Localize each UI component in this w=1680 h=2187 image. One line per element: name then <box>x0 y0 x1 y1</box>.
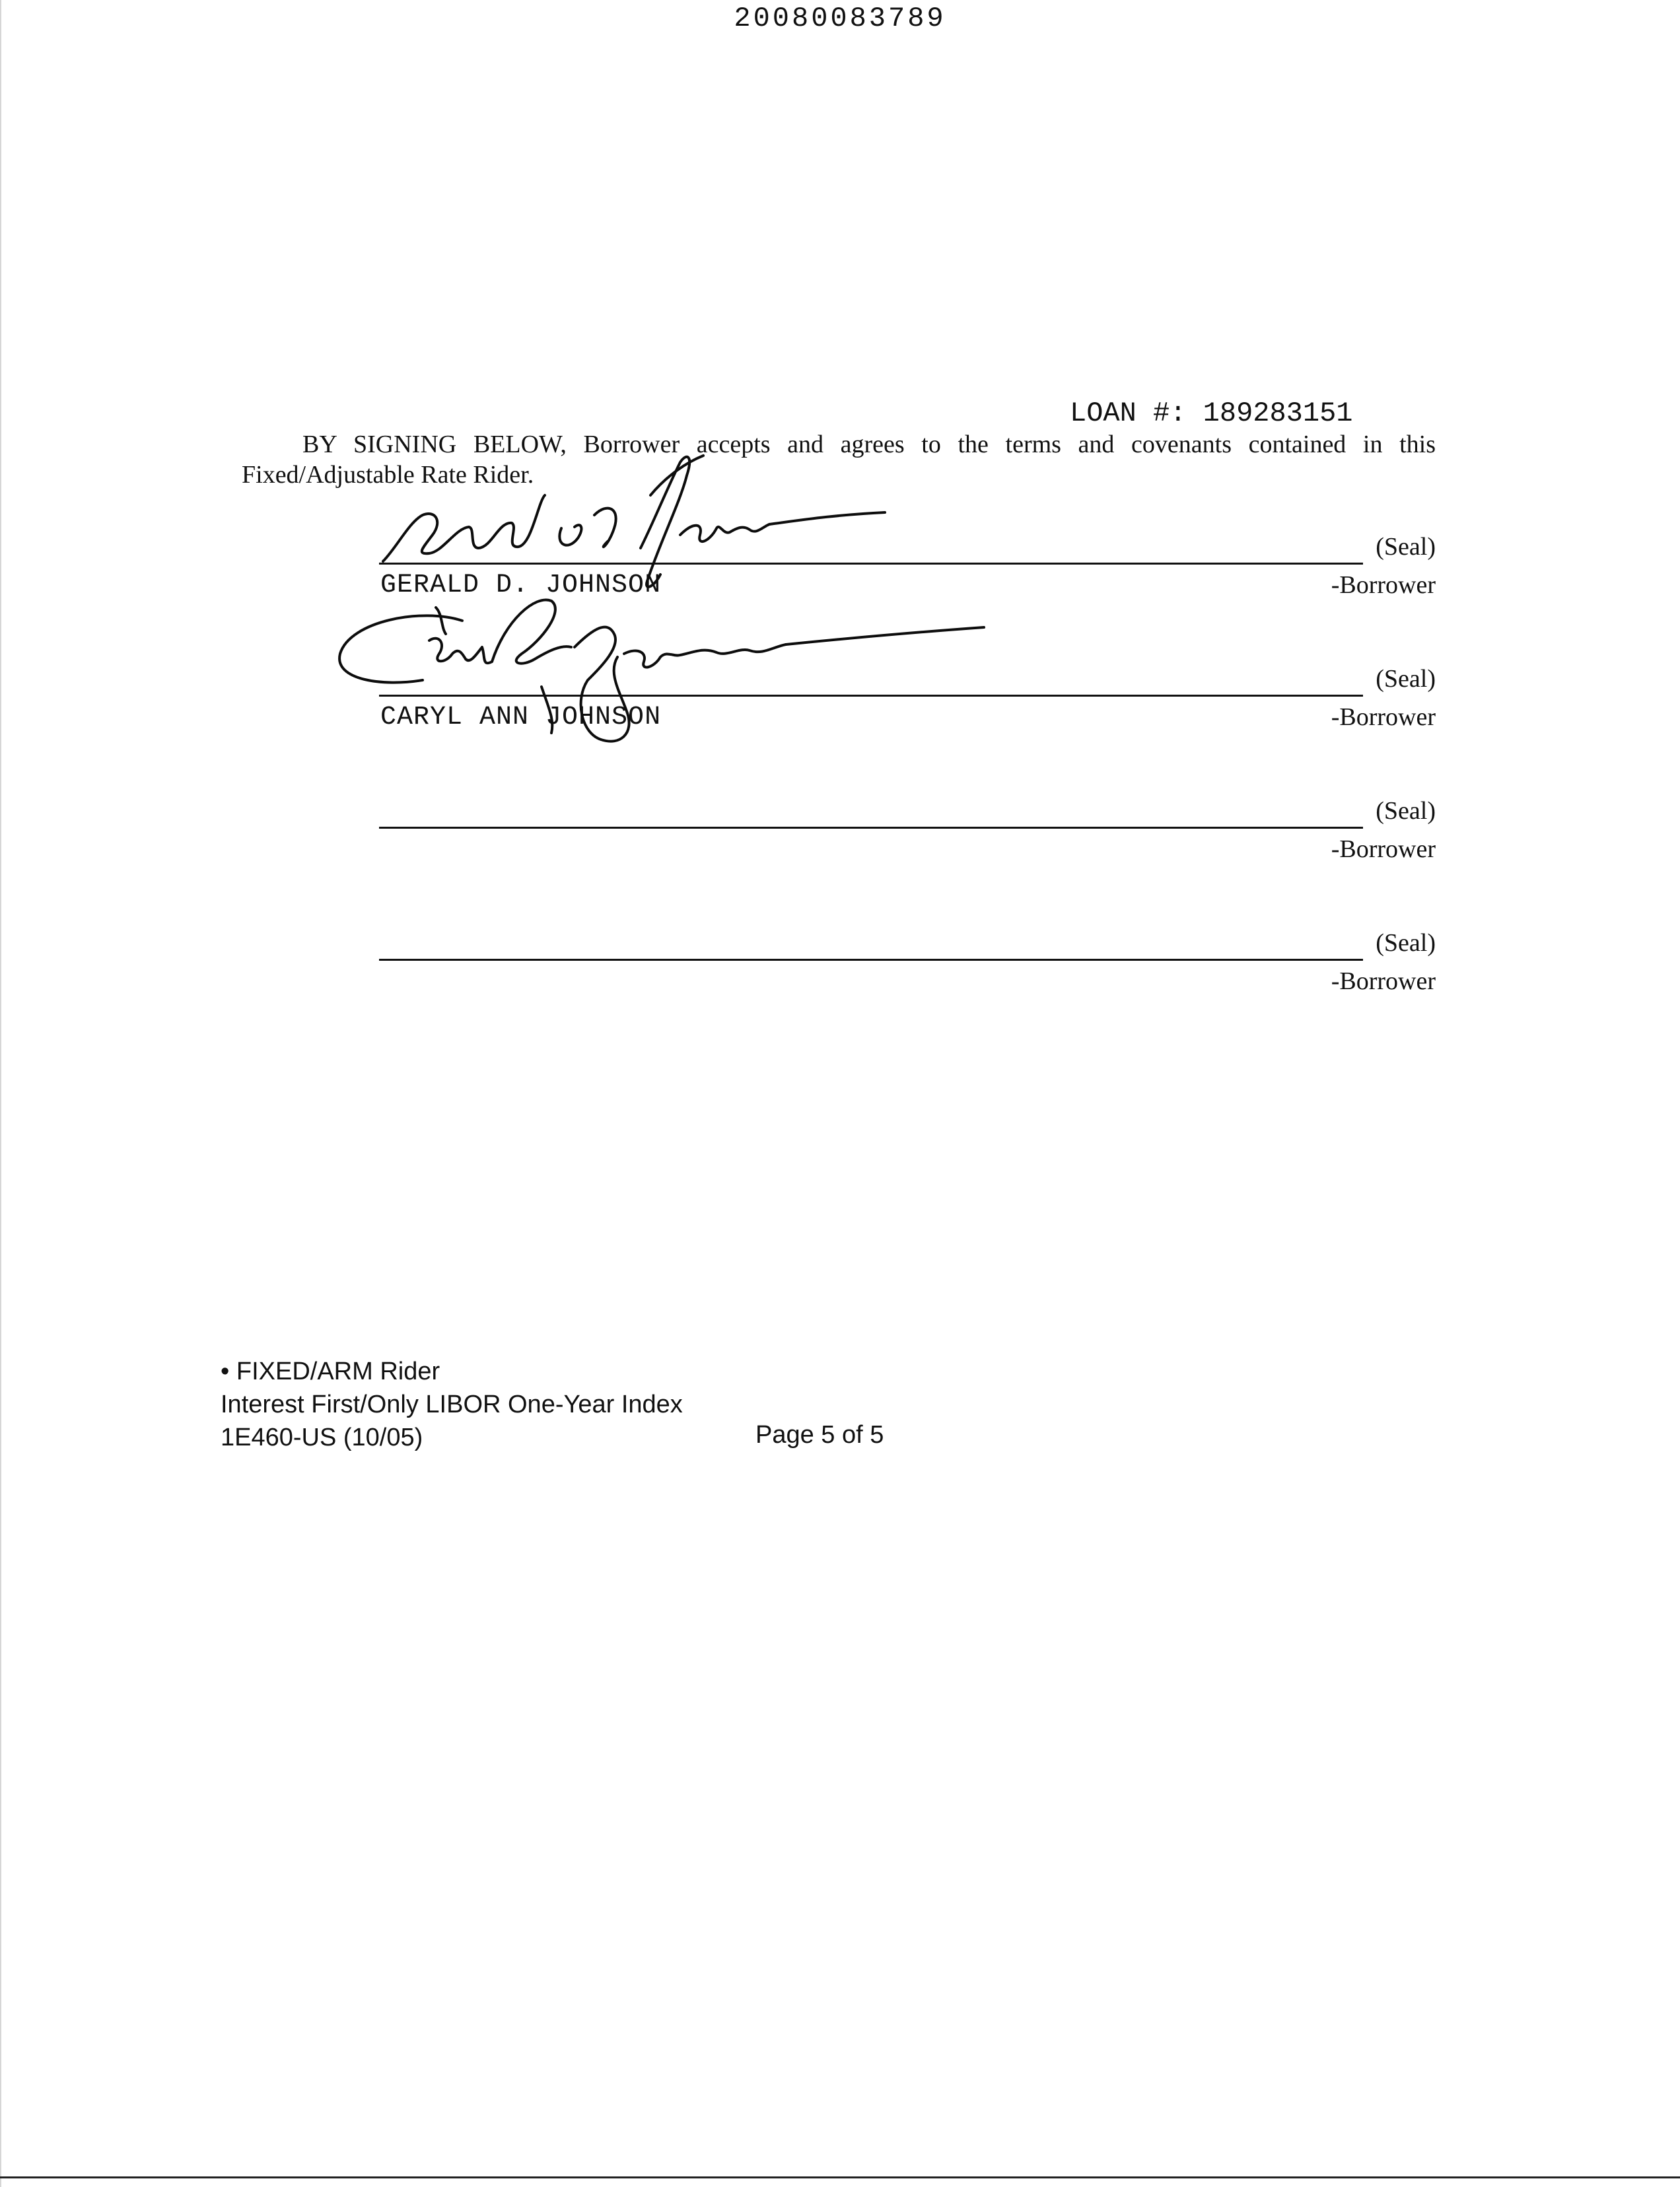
loan-label: LOAN #: <box>1070 398 1187 429</box>
agreement-line-2: Fixed/Adjustable Rate Rider. <box>242 461 534 489</box>
page-number: Page 5 of 5 <box>755 1421 884 1449</box>
seal-label: (Seal) <box>1376 797 1436 825</box>
signature-line <box>379 563 1363 565</box>
form-footer <box>221 1355 683 1454</box>
form-code: 1E460-US (10/05) <box>221 1424 423 1451</box>
form-subtitle: Interest First/Only LIBOR One-Year Index <box>221 1391 683 1418</box>
scan-edge <box>0 0 1 2187</box>
seal-label: (Seal) <box>1376 533 1436 561</box>
signature-line <box>379 827 1363 829</box>
agreement-line-1: BY SIGNING BELOW, Borrower accepts and agrees to the terms and covenants contained in this <box>302 431 1436 458</box>
borrower-label: -Borrower <box>1331 967 1436 995</box>
borrower-name: GERALD D. JOHNSON <box>380 571 662 600</box>
borrower-name: CARYL ANN JOHNSON <box>380 703 662 732</box>
signature-block-1 <box>379 532 1436 605</box>
signature-block-3 <box>379 796 1436 869</box>
seal-label: (Seal) <box>1376 929 1436 957</box>
borrower-label: -Borrower <box>1331 571 1436 599</box>
signature-line <box>379 959 1363 961</box>
signature-block-2 <box>379 664 1436 737</box>
form-title: FIXED/ARM Rider <box>236 1358 440 1385</box>
seal-label: (Seal) <box>1376 665 1436 693</box>
footer-title-row <box>221 1355 683 1388</box>
borrower-label: -Borrower <box>1331 835 1436 863</box>
borrower-label: -Borrower <box>1331 703 1436 731</box>
agreement-paragraph <box>242 429 1436 490</box>
bullet-icon: • <box>221 1358 230 1385</box>
bottom-divider <box>0 2176 1680 2178</box>
loan-number: 189283151 <box>1203 398 1353 429</box>
signature-line <box>379 695 1363 697</box>
document-number: 20080083789 <box>734 3 946 34</box>
signature-block-4 <box>379 928 1436 1001</box>
loan-number-line <box>1070 398 1353 429</box>
